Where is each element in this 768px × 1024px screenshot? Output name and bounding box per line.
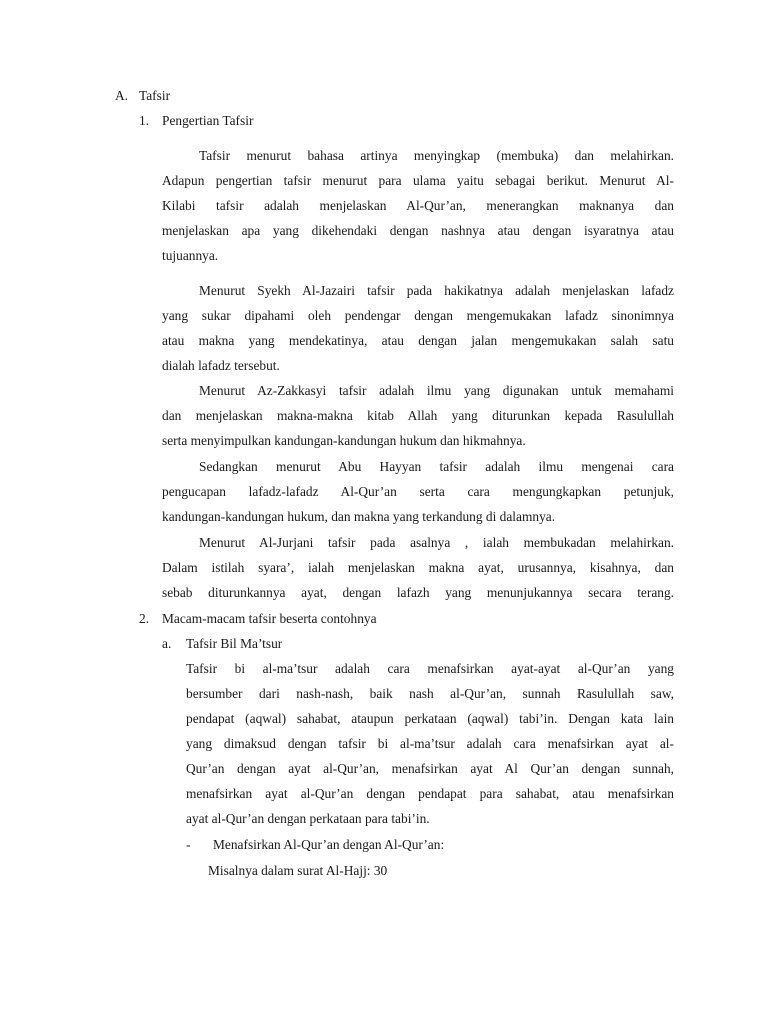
subsection-title: Pengertian Tafsir [162, 113, 254, 128]
bullet-text: Menafsirkan Al-Qur’an dengan Al-Qur’an: [213, 837, 445, 852]
text-line: Kilabi tafsir adalah menjelaskan Al-Qur’an, menerangkan maknanya dan [162, 198, 674, 213]
text-line: yang sukar dipahami oleh pendengar dengan mengemukakan lafadz sinonimnya [162, 308, 674, 323]
text-line: Qur’an dengan ayat al-Qur’an, menafsirkan ayat Al Qur’an dengan sunnah, [186, 761, 674, 776]
text-line: dan menjelaskan makna-makna kitab Allah yang diturunkan kepada Rasulullah [162, 408, 674, 423]
text-line: Tafsir bi al-ma’tsur adalah cara menafsirkan ayat-ayat al-Qur’an yang [186, 661, 674, 676]
text-line: sebab diturunkannya ayat, dengan lafazh yang menunjukannya secara terang. [162, 585, 674, 600]
text-line: Adapun pengertian tafsir menurut para ulama yaitu sebagai berikut. Menurut Al- [162, 173, 674, 188]
list-letter: a. [162, 636, 172, 651]
text-line: bersumber dari nash-nash, baik nash al-Qur’an, sunnah Rasulullah saw, [186, 686, 674, 701]
text-line: Tafsir menurut bahasa artinya menyingkap (membuka) dan melahirkan. [199, 148, 674, 163]
text-line: pengucapan lafadz-lafadz Al-Qur’an serta cara mengungkapkan petunjuk, [162, 484, 674, 499]
list-item-title: Tafsir Bil Ma’tsur [186, 636, 283, 651]
subsection-number: 2. [139, 611, 150, 626]
text-line: pendapat (aqwal) sahabat, ataupun perkataan (aqwal) tabi’in. Dengan kata lain [186, 711, 674, 726]
subsection-title: Macam-macam tafsir beserta contohnya [162, 611, 377, 626]
example-text: Misalnya dalam surat Al-Hajj: 30 [208, 863, 388, 878]
text-line: menafsirkan ayat al-Qur’an dengan pendapat para sahabat, atau menafsirkan [186, 786, 674, 801]
text-line: ayat al-Qur’an dengan perkataan para tabi’in. [186, 811, 430, 826]
text-line: dialah lafadz tersebut. [162, 358, 280, 373]
text-line: atau makna yang mendekatinya, atau dengan jalan mengemukakan salah satu [162, 333, 674, 348]
text-line: menjelaskan apa yang dikehendaki dengan nashnya atau dengan isyaratnya atau [162, 223, 674, 238]
text-line: Sedangkan menurut Abu Hayyan tafsir adalah ilmu mengenai cara [199, 459, 674, 474]
section-title: Tafsir [139, 88, 171, 103]
text-line: serta menyimpulkan kandungan-kandungan hukum dan hikmahnya. [162, 433, 526, 448]
subsection-number: 1. [139, 113, 150, 128]
text-line: Dalam istilah syara’, ialah menjelaskan makna ayat, urusannya, kisahnya, dan [162, 560, 674, 575]
text-line: yang dimaksud dengan tafsir bi al-ma’tsur adalah cara menafsirkan ayat al- [186, 736, 674, 751]
bullet-marker: - [186, 837, 191, 852]
section-number: A. [115, 88, 129, 103]
text-line: Menurut Syekh Al-Jazairi tafsir pada hakikatnya adalah menjelaskan lafadz [199, 283, 674, 298]
text-line: tujuannya. [162, 248, 219, 263]
text-line: Menurut Az-Zakkasyi tafsir adalah ilmu yang digunakan untuk memahami [199, 383, 674, 398]
text-line: Menurut Al-Jurjani tafsir pada asalnya , ialah membukadan melahirkan. [199, 535, 674, 550]
text-line: kandungan-kandungan hukum, dan makna yang terkandung di dalamnya. [162, 509, 556, 524]
